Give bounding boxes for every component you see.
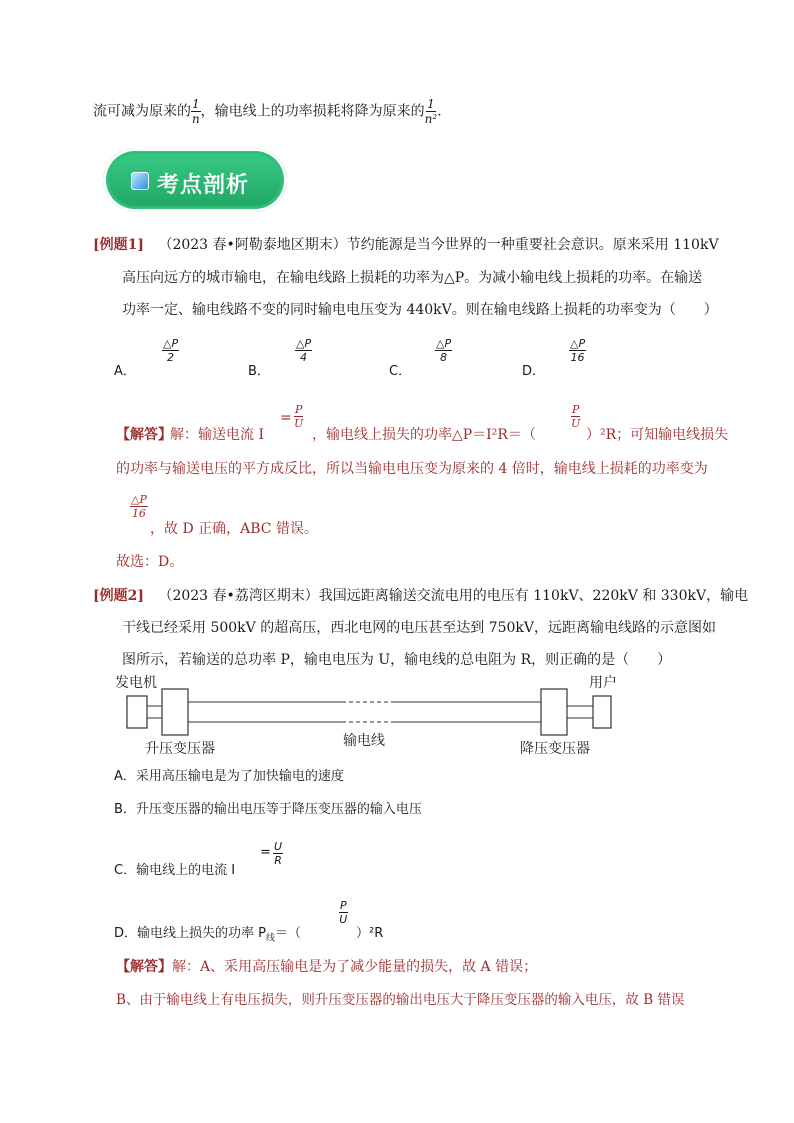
frac-num: P: [340, 899, 347, 912]
option-d-text-wrap: [114, 922, 301, 944]
example2-option-c[interactable]: [114, 841, 414, 881]
frac-num: P: [572, 403, 580, 416]
option-letter: B．: [248, 364, 270, 379]
example1-choice: 故选：D。: [116, 554, 184, 570]
answer-tag: 【解答】: [116, 959, 172, 975]
intro-text-a: 流可减为原来的: [93, 103, 191, 120]
example2-answer-line1: [116, 956, 537, 976]
example1-text-1: （2023 春•阿勒泰地区期末）节约能源是当今世界的一种重要社会意识。原来采用 110kV: [158, 237, 719, 253]
intro-text-c: .: [437, 103, 442, 120]
step-up-transformer: [162, 689, 188, 735]
option-c-text: C．输电线上的电流 I: [114, 863, 236, 878]
step-down-transformer: [541, 689, 567, 735]
frac-den: 2: [167, 351, 175, 364]
example1-line3: 功率一定、输电线路不变的同时输电电压变为 440kV。则在输电线路上损耗的功率变为（ ）: [122, 302, 718, 318]
frac-den: n: [191, 112, 200, 126]
label-user: 用户: [589, 675, 617, 691]
example1-answer-line2: 的功率与输送电压的平方成反比，所以当输电电压变为原来的 4 倍时，输电线上损耗的功率变为: [116, 461, 708, 477]
example2-answer-line2: B、由于输电线上有电压损失，则升压变压器的输出电压大于降压变压器的输入电压，故 B 错误: [116, 992, 685, 1008]
frac-den: U: [339, 913, 348, 926]
label-generator: 发电机: [115, 675, 157, 691]
option-c-eq: =: [260, 845, 271, 860]
example2-option-d[interactable]: [114, 898, 414, 944]
option-d-fraction: [339, 900, 348, 925]
badge-icon: [131, 172, 149, 190]
answer-tag: 【解答】: [116, 427, 172, 443]
user-box: [593, 696, 611, 728]
intro-fraction-1: [191, 98, 201, 125]
example2-line3: 图所示，若输送的总功率 P，输电电压为 U，输电线的总电阻为 R，则正确的是（ ）: [122, 652, 672, 668]
option-fraction: [295, 338, 312, 363]
frac-num: △P: [296, 337, 312, 350]
badge-label: 考点剖析: [157, 173, 250, 198]
answer-text-a: 解：输送电流 I: [170, 427, 264, 443]
label-step-up: 升压变压器: [145, 741, 215, 757]
frac-num: 1: [192, 97, 200, 111]
option-letter: D．: [522, 364, 546, 379]
label-line: 输电线: [343, 733, 385, 749]
option-fraction: [162, 338, 179, 363]
intro-fraction-2: [425, 98, 438, 125]
frac-den: n²: [424, 112, 438, 126]
option-c-fraction: [273, 841, 283, 866]
answer-fraction-2: [571, 404, 580, 429]
intro-line: [93, 98, 442, 125]
answer-eq: =: [280, 410, 292, 426]
example1-tag: [例题1]: [93, 237, 144, 253]
option-fraction: [569, 338, 586, 363]
frac-num: △P: [131, 493, 147, 506]
frac-num: △P: [436, 337, 452, 350]
example2-text-1: （2023 春•荔湾区期末）我国远距离输送交流电用的电压有 110kV、220kV 和 330kV，输电: [158, 588, 749, 604]
example1-line1: [93, 234, 719, 254]
example2-option-b[interactable]: B．升压变压器的输出电压等于降压变压器的输入电压: [114, 802, 422, 817]
frac-den: U: [294, 417, 304, 430]
frac-den: 16: [570, 351, 585, 364]
intro-text-b: ，输电线上的功率损耗将降为原来的: [200, 103, 425, 120]
frac-den: R: [274, 854, 282, 867]
example2-option-a[interactable]: A．采用高压输电是为了加快输电的速度: [114, 769, 344, 784]
frac-num: △P: [570, 337, 586, 350]
transmission-diagram: [115, 672, 620, 762]
generator-box: [127, 696, 147, 728]
section-badge: [103, 148, 287, 212]
frac-num: P: [295, 403, 303, 416]
answer-fraction-3: [130, 494, 148, 519]
example1-line2: 高压向远方的城市输电，在输电线路上损耗的功率为△P。为减小输电线上损耗的功率。在输送: [122, 270, 703, 286]
answer-text-b: ，输电线上损失的功率△P＝I²R＝（: [312, 427, 536, 443]
option-d-sub: 线: [265, 933, 275, 944]
answer-text: 解：A、采用高压输电是为了减少能量的损失，故 A 错误；: [172, 959, 538, 975]
option-letter: C．: [389, 364, 412, 379]
option-fraction: [435, 338, 452, 363]
option-d-text: D．输电线上损失的功率 P: [114, 926, 266, 941]
example2-line2: 干线已经采用 500kV 的超高压，西北电网的电压甚至达到 750kV，远距离输电线路的示意图如: [122, 620, 716, 636]
option-d-end: ）²R: [356, 926, 384, 941]
option-letter: A．: [114, 364, 136, 379]
example2-tag: [例题2]: [93, 588, 144, 604]
label-step-down: 降压变压器: [520, 741, 590, 757]
frac-den: U: [571, 417, 581, 430]
answer-text-c: ）²R；可知输电线损失: [586, 427, 729, 443]
answer-text-d: ，故 D 正确，ABC 错误。: [150, 521, 318, 537]
frac-den: 4: [300, 351, 308, 364]
example2-line1: [93, 585, 748, 605]
frac-num: U: [274, 840, 283, 853]
answer-fraction-1: [294, 404, 303, 429]
frac-den: 16: [131, 507, 146, 520]
option-d-eq: ＝（: [275, 926, 302, 941]
frac-num: 1: [427, 97, 435, 111]
frac-den: 8: [440, 351, 448, 364]
frac-num: △P: [163, 337, 179, 350]
